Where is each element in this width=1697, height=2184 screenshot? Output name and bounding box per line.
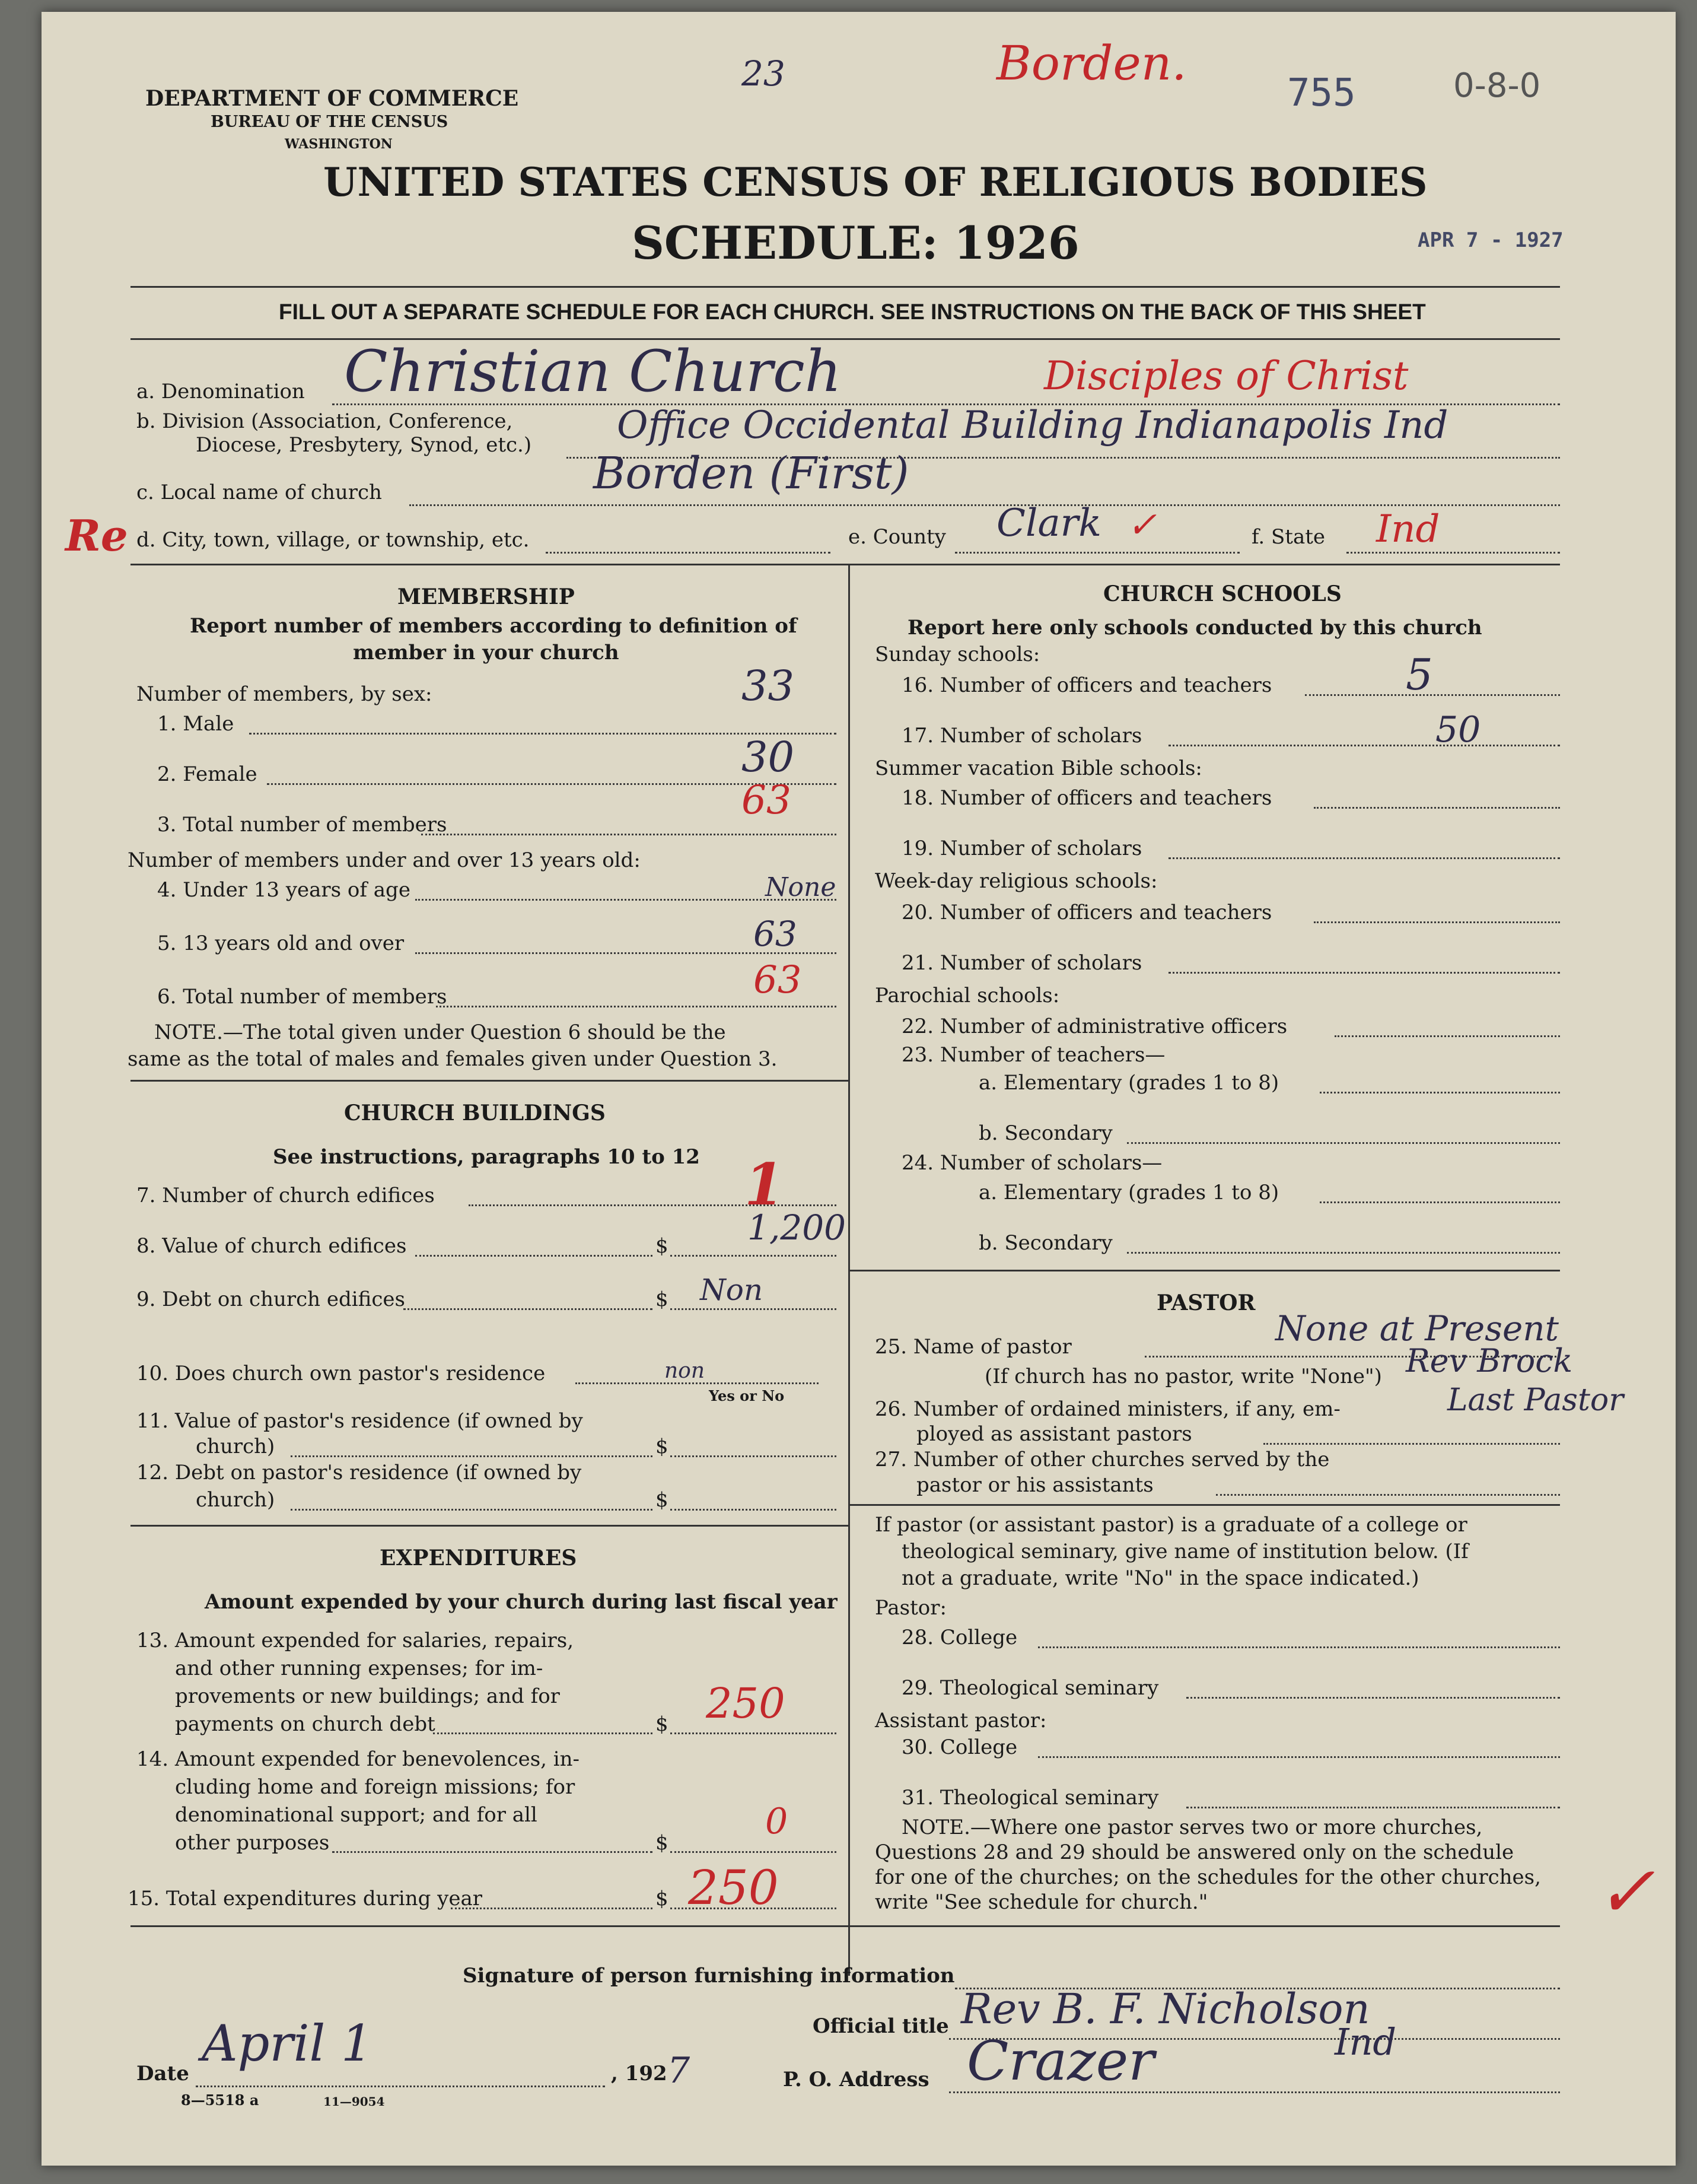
q14-label-d: other purposes: [175, 1831, 330, 1855]
q14-dollar: $: [655, 1831, 668, 1855]
q28-label: 28. College: [902, 1626, 1018, 1649]
q19-line: [1169, 857, 1560, 859]
q8-line: [415, 1255, 652, 1257]
summer-schools-label: Summer vacation Bible schools:: [875, 756, 1202, 780]
q30-line: [1038, 1756, 1560, 1758]
q9-dollar: $: [655, 1287, 668, 1311]
q23a-line: [1320, 1092, 1560, 1093]
q2-value: 30: [741, 733, 795, 781]
schools-heading: CHURCH SCHOOLS: [1103, 581, 1342, 606]
q27-label-a: 27. Number of other churches served by the: [875, 1448, 1330, 1471]
q7-label: 7. Number of church edifices: [136, 1184, 435, 1207]
division-value: Office Occidental Building Indianapolis Ind: [617, 403, 1448, 447]
q24b-label: b. Secondary: [979, 1231, 1113, 1255]
q17-value: 50: [1435, 709, 1481, 751]
received-date-stamp: APR 7 - 1927: [1418, 228, 1564, 252]
q8-amount-line: [670, 1255, 836, 1257]
q23b-label: b. Secondary: [979, 1121, 1113, 1145]
state-label: f. State: [1252, 525, 1325, 549]
q19-label: 19. Number of scholars: [902, 837, 1142, 860]
local-name-label: c. Local name of church: [136, 481, 382, 504]
q26-line: [1263, 1443, 1560, 1445]
q25-extra-2: Last Pastor: [1447, 1382, 1624, 1418]
q26-label-b: ployed as assistant pastors: [916, 1422, 1192, 1446]
denomination-label: a. Denomination: [136, 380, 305, 403]
local-name-line: [409, 504, 1560, 506]
q23a-label: a. Elementary (grades 1 to 8): [979, 1071, 1279, 1095]
q16-value: 5: [1406, 650, 1433, 700]
washington-line: WASHINGTON: [285, 136, 393, 152]
q9-value: Non: [700, 1273, 763, 1307]
membership-note-2: same as the total of males and females given under Question 3.: [128, 1047, 778, 1071]
q9-amount-line: [670, 1308, 836, 1310]
q14-amount-line: [670, 1851, 836, 1853]
q16-label: 16. Number of officers and teachers: [902, 673, 1272, 697]
assistant-pastor-label: Assistant pastor:: [875, 1709, 1047, 1732]
weekday-schools-label: Week-day religious schools:: [875, 869, 1158, 893]
graduate-note-3: not a graduate, write "No" in the space indicated.): [902, 1566, 1419, 1590]
q5-label: 5. 13 years old and over: [157, 932, 405, 955]
signature-top-rule: [130, 1925, 1560, 1927]
members-by-sex: Number of members, by sex:: [136, 682, 432, 706]
q10-label: 10. Does church own pastor's residence: [136, 1362, 546, 1385]
q15-dollar: $: [655, 1887, 668, 1910]
department-line: DEPARTMENT OF COMMERCE: [145, 86, 519, 111]
form-number: 8—5518 a: [181, 2091, 259, 2109]
county-check: ✓: [1127, 504, 1157, 546]
q1-value: 33: [741, 662, 795, 710]
q9-label: 9. Debt on church edifices: [136, 1287, 405, 1311]
city-label: d. City, town, village, or township, etc.: [136, 528, 530, 552]
county-line: [955, 552, 1240, 554]
q13-value: 250: [706, 1679, 785, 1728]
q25-note: (If church has no pastor, write "None"): [985, 1365, 1382, 1388]
schools-bottom-rule: [848, 1270, 1560, 1271]
bureau-line: BUREAU OF THE CENSUS: [211, 113, 448, 131]
local-name-value: Borden (First): [593, 448, 909, 499]
q3-value: 63: [741, 777, 791, 823]
pastor-note-2: Questions 28 and 29 should be answered only on the schedule: [875, 1840, 1514, 1864]
q4-label: 4. Under 13 years of age: [157, 878, 410, 902]
q14-label-a: 14. Amount expended for benevolences, in-: [136, 1747, 580, 1771]
q8-value: 1,200: [747, 1207, 846, 1248]
po-address-value: Crazer: [967, 2029, 1155, 2093]
date-line: [196, 2086, 605, 2087]
q11-label-b: church): [196, 1435, 275, 1458]
top-right-code: 0-8-0: [1453, 66, 1541, 105]
q18-label: 18. Number of officers and teachers: [902, 786, 1272, 810]
q11-dollar: $: [655, 1435, 668, 1458]
q12-dollar: $: [655, 1488, 668, 1512]
q24a-line: [1320, 1201, 1560, 1203]
date-year-prefix: , 192: [611, 2062, 667, 2086]
official-title-value: Rev B. F. Nicholson: [961, 1985, 1370, 2033]
q25-label: 25. Name of pastor: [875, 1335, 1072, 1359]
q25-value: None at Present: [1275, 1308, 1559, 1349]
q8-label: 8. Value of church edifices: [136, 1234, 407, 1258]
q14-label-b: cluding home and foreign missions; for: [175, 1775, 575, 1799]
section-rule: [130, 564, 1560, 565]
q5-value: 63: [753, 914, 797, 954]
red-check-mark: Re: [65, 510, 128, 561]
q14-label-c: denominational support; and for all: [175, 1803, 537, 1827]
q8-dollar: $: [655, 1234, 668, 1258]
q24a-label: a. Elementary (grades 1 to 8): [979, 1181, 1279, 1204]
q15-value: 250: [688, 1860, 779, 1915]
schedule-title: SCHEDULE: 1926: [632, 217, 1080, 269]
q3-label: 3. Total number of members: [157, 813, 447, 837]
membership-heading: MEMBERSHIP: [397, 584, 575, 609]
buildings-sub: See instructions, paragraphs 10 to 12: [273, 1145, 700, 1169]
q7-value: 1: [744, 1151, 784, 1218]
pastor-rule: [848, 1504, 1560, 1506]
q27-line: [1216, 1494, 1560, 1496]
q15-line: [451, 1908, 652, 1909]
q3-line: [421, 834, 836, 835]
denomination-value: Christian Church: [344, 338, 842, 405]
po-address-state: Ind: [1335, 2020, 1397, 2064]
membership-sub-1: Report number of members according to definition of: [190, 614, 797, 638]
q29-label: 29. Theological seminary: [902, 1676, 1159, 1700]
official-title-label: Official title: [813, 2014, 949, 2038]
q1-label: 1. Male: [157, 712, 234, 736]
q29-line: [1186, 1697, 1560, 1699]
q13-line: [433, 1732, 652, 1734]
print-number: 11—9054: [323, 2094, 385, 2109]
pastor-note-1: NOTE.—Where one pastor serves two or more churches,: [902, 1816, 1483, 1839]
parochial-schools-label: Parochial schools:: [875, 984, 1060, 1007]
q14-line: [332, 1851, 652, 1853]
q12-amount-line: [670, 1509, 836, 1511]
buildings-heading: CHURCH BUILDINGS: [344, 1101, 606, 1126]
q20-label: 20. Number of officers and teachers: [902, 901, 1272, 924]
q24b-line: [1127, 1252, 1560, 1254]
red-tick-right: ✓: [1596, 1851, 1655, 1934]
sunday-schools-label: Sunday schools:: [875, 643, 1040, 666]
q23-label: 23. Number of teachers—: [902, 1043, 1166, 1067]
yes-no-hint: Yes or No: [709, 1387, 785, 1404]
q17-label: 17. Number of scholars: [902, 724, 1142, 748]
pastor-heading: PASTOR: [1157, 1290, 1256, 1315]
q22-label: 22. Number of administrative officers: [902, 1015, 1288, 1038]
separate-schedule-instruction: FILL OUT A SEPARATE SCHEDULE FOR EACH CHURCH. SEE INSTRUCTIONS ON THE BACK OF THIS SHEET: [279, 300, 1426, 324]
date-label: Date: [136, 2062, 189, 2086]
state-line: [1346, 552, 1560, 554]
membership-bottom-rule: [130, 1080, 848, 1082]
q9-line: [403, 1308, 652, 1310]
q20-line: [1314, 921, 1560, 923]
county-value: Clark: [996, 501, 1101, 545]
q11-amount-line: [670, 1455, 836, 1457]
city-line: [546, 552, 830, 554]
q13-label-c: provements or new buildings; and for: [175, 1684, 560, 1708]
po-address-label: P. O. Address: [783, 2068, 929, 2091]
q17-line: [1169, 745, 1560, 746]
header-rule-top: [130, 286, 1560, 288]
division-label-1: b. Division (Association, Conference,: [136, 409, 513, 433]
q18-line: [1314, 807, 1560, 809]
expenditures-heading: EXPENDITURES: [380, 1546, 577, 1571]
expenditures-sub: Amount expended by your church during last fiscal year: [205, 1590, 838, 1614]
q30-label: 30. College: [902, 1735, 1018, 1759]
graduate-note-2: theological seminary, give name of institution below. (If: [902, 1540, 1469, 1563]
q13-dollar: $: [655, 1712, 668, 1736]
q14-value: 0: [765, 1801, 788, 1842]
top-number: 23: [741, 53, 785, 94]
signature-label: Signature of person furnishing information: [463, 1964, 955, 1988]
q13-label-b: and other running expenses; for im-: [175, 1657, 543, 1680]
under-over-label: Number of members under and over 13 years old:: [128, 848, 641, 872]
q31-label: 31. Theological seminary: [902, 1786, 1159, 1810]
q13-amount-line: [670, 1732, 836, 1734]
buildings-bottom-rule: [130, 1525, 848, 1527]
q31-line: [1186, 1807, 1560, 1808]
q24-label: 24. Number of scholars—: [902, 1151, 1163, 1175]
pastor-note-3: for one of the churches; on the schedules for the other churches,: [875, 1865, 1541, 1889]
membership-sub-2: member in your church: [353, 641, 619, 665]
q11-label-a: 11. Value of pastor's residence (if owned by: [136, 1409, 583, 1433]
q26-label-a: 26. Number of ordained ministers, if any, em-: [875, 1397, 1341, 1421]
date-year-digit: 7: [667, 2050, 690, 2091]
q28-line: [1038, 1646, 1560, 1648]
q2-label: 2. Female: [157, 762, 257, 786]
q6-label: 6. Total number of members: [157, 985, 447, 1009]
q21-label: 21. Number of scholars: [902, 951, 1142, 975]
pastor-sub-label: Pastor:: [875, 1596, 947, 1620]
q13-label-a: 13. Amount expended for salaries, repairs,: [136, 1629, 574, 1652]
q11-line: [291, 1455, 652, 1457]
q21-line: [1169, 972, 1560, 974]
top-code: 755: [1287, 71, 1356, 115]
state-value: Ind: [1376, 507, 1440, 551]
q27-label-b: pastor or his assistants: [916, 1473, 1154, 1497]
q10-value: non: [664, 1359, 705, 1383]
q22-line: [1335, 1035, 1560, 1037]
q12-line: [291, 1509, 652, 1511]
q4-value: None: [765, 872, 836, 902]
top-church-name: Borden.: [996, 36, 1187, 91]
q6-line: [436, 1006, 836, 1007]
county-label: e. County: [848, 525, 946, 549]
q6-value: 63: [753, 958, 802, 1002]
q12-label-b: church): [196, 1488, 275, 1512]
denomination-red-annotation: Disciples of Christ: [1044, 353, 1409, 399]
division-label-2: Diocese, Presbytery, Synod, etc.): [196, 433, 532, 457]
form-title: UNITED STATES CENSUS OF RELIGIOUS BODIES: [323, 159, 1428, 205]
membership-note-1: NOTE.—The total given under Question 6 should be the: [154, 1021, 726, 1044]
q13-label-d: payments on church debt: [175, 1712, 435, 1736]
q12-label-a: 12. Debt on pastor's residence (if owned by: [136, 1461, 582, 1484]
pastor-note-4: write "See schedule for church.": [875, 1890, 1208, 1914]
q15-label: 15. Total expenditures during year: [128, 1887, 483, 1910]
date-value: April 1: [202, 2014, 373, 2072]
graduate-note-1: If pastor (or assistant pastor) is a graduate of a college or: [875, 1513, 1467, 1537]
schools-sub: Report here only schools conducted by this church: [908, 616, 1482, 640]
q25-extra-1: Rev Brock: [1406, 1342, 1573, 1379]
q23b-line: [1127, 1142, 1560, 1144]
